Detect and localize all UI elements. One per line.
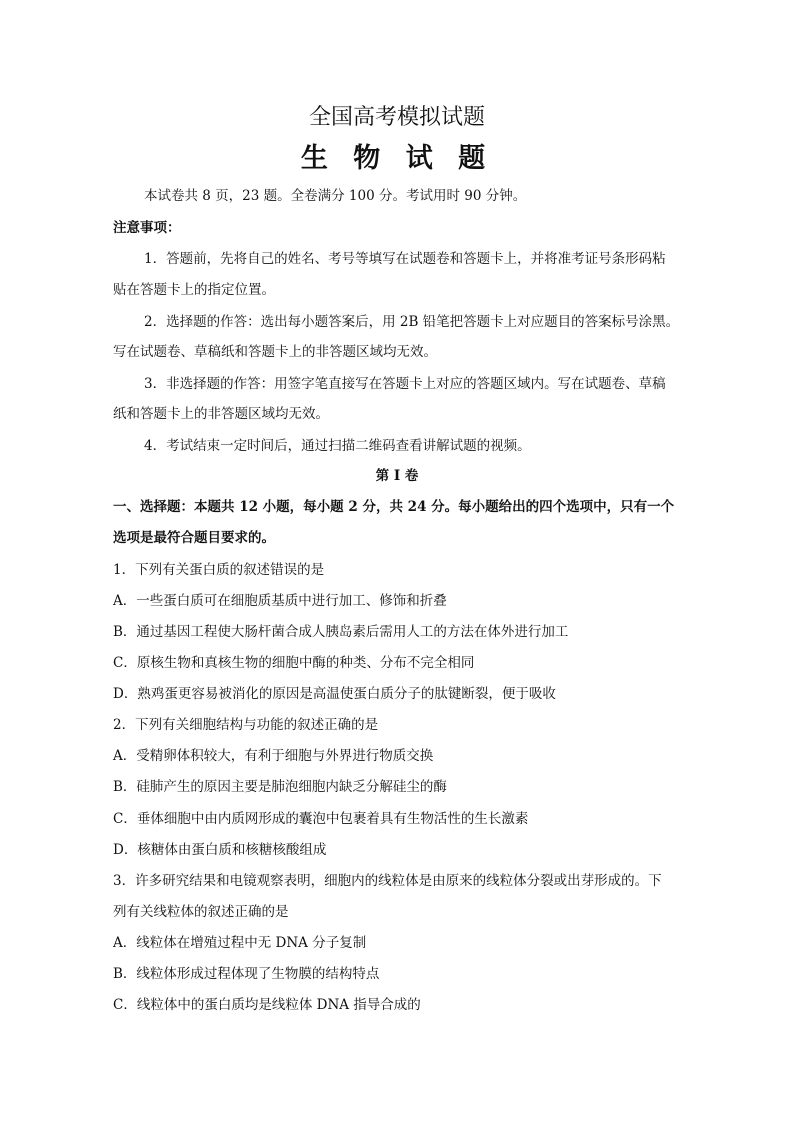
question-option: B．硅肺产生的原因主要是肺泡细胞内缺乏分解硅尘的酶 [113,779,447,795]
question-stem: 列有关线粒体的叙述正确的是 [113,904,289,920]
question-stem: 3．许多研究结果和电镜观察表明，细胞内的线粒体是由原来的线粒体分裂或出芽形成的。下 [113,873,662,889]
question-option: A．一些蛋白质可在细胞质基质中进行加工、修饰和折叠 [113,593,447,609]
section-instructions: 选项是最符合题目要求的。 [113,530,275,546]
notice-line: 1．答题前，先将自己的姓名、考号等填写在试题卷和答题卡上，并将准考证号条形码粘 [144,251,666,267]
main-title: 全国高考模拟试题 [308,105,485,130]
notice-line: 纸和答题卡上的非答题区域均无效。 [113,406,329,422]
section-instructions: 一、选择题：本题共 12 小题，每小题 2 分，共 24 分。每小题给出的四个选项中，只有一个 [113,499,675,515]
volume-label: 第 I 卷 [375,468,419,484]
question-stem: 1．下列有关蛋白质的叙述错误的是 [113,562,325,578]
exam-info: 本试卷共 8 页，23 题。全卷满分 100 分。考试用时 90 分钟。 [144,188,527,204]
question-option: B．通过基因工程使大肠杆菌合成人胰岛素后需用人工的方法在体外进行加工 [113,624,569,640]
question-option: D．熟鸡蛋更容易被消化的原因是高温使蛋白质分子的肽键断裂，便于吸收 [113,686,556,702]
notice-line: 贴在答题卡上的指定位置。 [113,282,275,298]
notice-line: 4．考试结束一定时间后，通过扫描二维码查看讲解试题的视频。 [144,438,531,454]
notice-heading: 注意事项： [113,220,181,236]
question-option: C．垂体细胞中由内质网形成的囊泡中包裹着具有生物活性的生长激素 [113,811,529,827]
notice-line: 写在试题卷、草稿纸和答题卡上的非答题区域均无效。 [113,344,437,360]
subject-title: 生 物 试 题 [300,143,494,174]
question-option: A．线粒体在增殖过程中无 DNA 分子复制 [113,935,367,951]
question-stem: 2．下列有关细胞结构与功能的叙述正确的是 [113,717,379,733]
question-option: C．线粒体中的蛋白质均是线粒体 DNA 指导合成的 [113,997,421,1013]
question-option: A．受精卵体积较大，有利于细胞与外界进行物质交换 [113,748,434,764]
question-option: C．原核生物和真核生物的细胞中酶的种类、分布不完全相同 [113,655,475,671]
notice-line: 2．选择题的作答：选出每小题答案后，用 2B 铅笔把答题卡上对应题目的答案标号涂黑。 [144,314,680,330]
notice-line: 3．非选择题的作答：用签字笔直接写在答题卡上对应的答题区域内。写在试题卷、草稿 [144,376,666,392]
question-option: D．核糖体由蛋白质和核糖核酸组成 [113,842,327,858]
question-option: B．线粒体形成过程体现了生物膜的结构特点 [113,966,380,982]
